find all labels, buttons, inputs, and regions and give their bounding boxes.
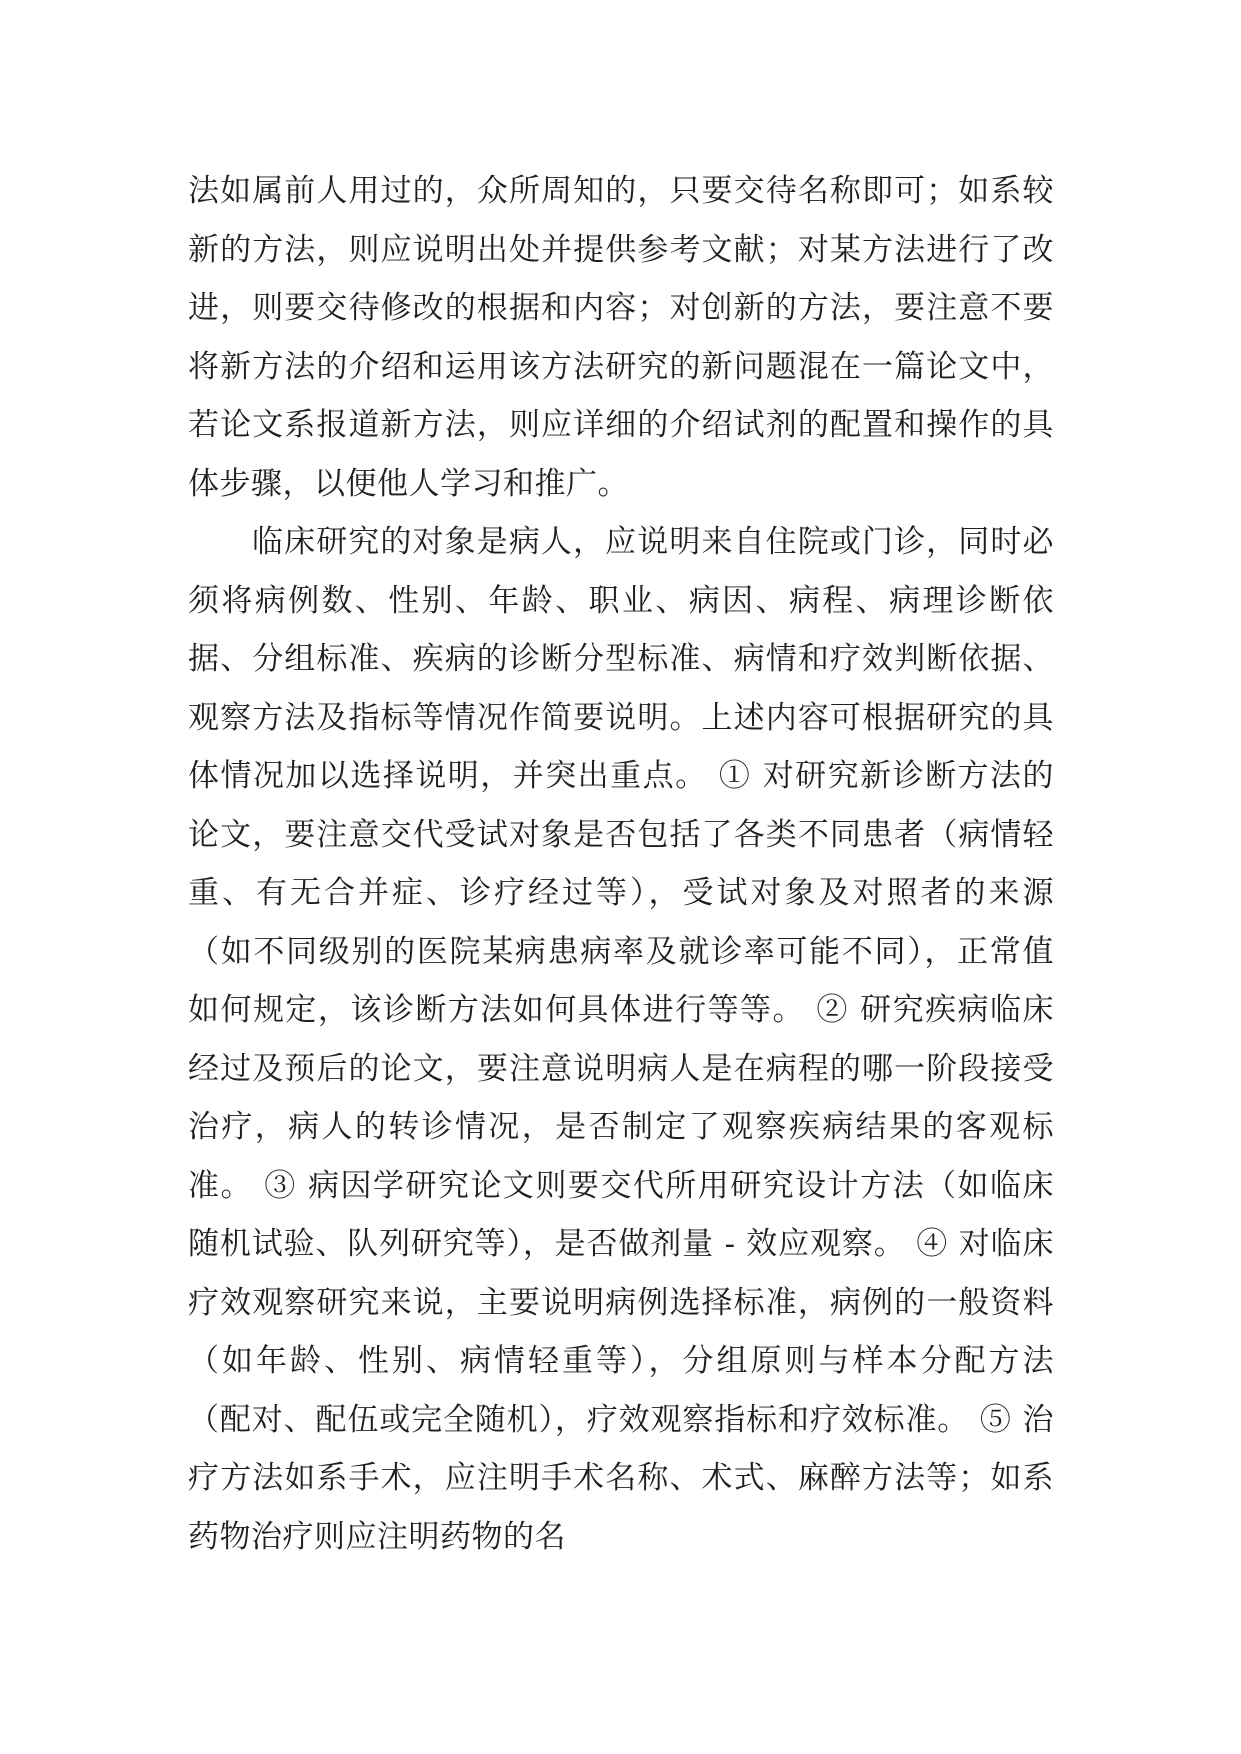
paragraph-methods: 法如属前人用过的，众所周知的，只要交待名称即可；如系较新的方法，则应说明出处并提供参考文献；对某方法进行了改进，则要交待修改的根据和内容；对创新的方法，要注意不要将新方法的介绍和运用该方法研究的新问题混在一篇论文中，若论文系报道新方法，则应详细的介绍试剂的配置和操作的具体步骤，以便他人学习和推广。 bbox=[188, 173, 1054, 502]
paragraph-clinical-subjects: 临床研究的对象是病人，应说明来自住院或门诊，同时必须将病例数、性别、年龄、职业、病因、病程、病理诊断依据、分组标准、疾病的诊断分型标准、病情和疗效判断依据、观察方法及指标等情况作简要说明。上述内容可根据研究的具体情况加以选择说明，并突出重点。 ① 对研究新诊断方法的论文，要注意交代受试对象是否包括了各类不同患者（病情轻重、有无合并症、诊疗经过等），受试对象及对照者的来源（如不同级别的医院某病患病率及就诊率可能不同），正常值如何规定，该诊断方法如何具体进行等等。 ② 研究疾病临床经过及预后的论文，要注意说明病人是在病程的哪一阶段接受治疗，病人的转诊情况，是否制定了观察疾病结果的客观标准。 ③ 病因学研究论文则要交代所用研究设计方法（如临床随机试验、队列研究等），是否做剂量 - 效应观察。 ④ 对临床疗效观察研究来说，主要说明病例选择标准，病例的一般资料（如年龄、性别、病情轻重等），分组原则与样本分配方法（配对、配伍或完全随机），疗效观察指标和疗效标准。 ⑤ 治疗方法如系手术，应注明手术名称、术式、麻醉方法等；如系药物治疗则应注明药物的名 bbox=[188, 524, 1054, 1555]
document-page bbox=[188, 162, 1054, 1566]
